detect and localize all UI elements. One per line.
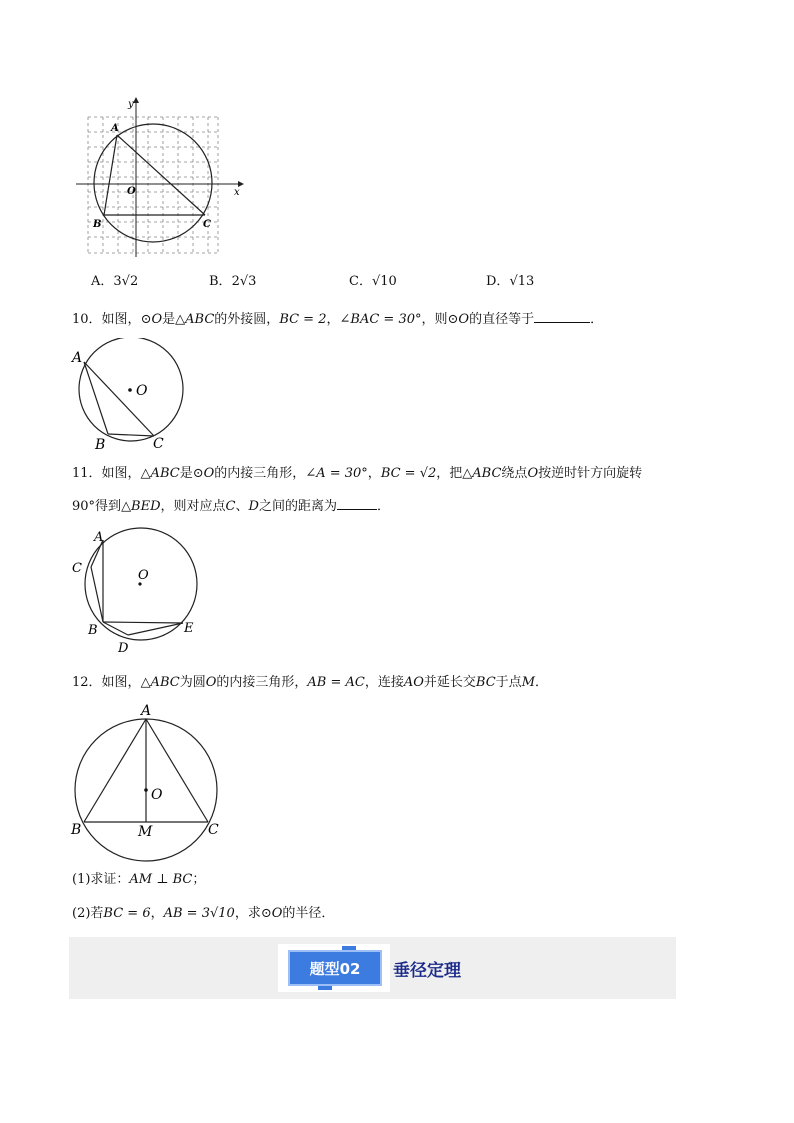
svg-text:B: B — [88, 623, 98, 638]
svg-text:E: E — [184, 621, 194, 636]
svg-text:C: C — [208, 822, 219, 838]
q9-figure — [72, 95, 252, 265]
q11-figure — [68, 525, 203, 660]
svg-text:A: A — [141, 703, 152, 719]
q9-option-a[interactable]: A．3√2 — [91, 274, 139, 289]
q12-part1: (1)求证：AM ⊥ BC； — [72, 872, 206, 887]
q11-text-line2: 90°得到△BED，则对应点C、D之间的距离为 ． — [72, 499, 390, 514]
q12-text: 12．如图，△ABC为圆O的内接三角形，AB = AC，连接AO并延长交BC于点M． — [72, 675, 549, 690]
section-badge: 题型02 — [288, 950, 382, 986]
q12-figure — [68, 700, 228, 865]
label-o: O — [127, 186, 136, 197]
svg-text:O: O — [136, 383, 148, 399]
svg-text:B: B — [95, 437, 106, 450]
svg-text:B: B — [71, 822, 82, 838]
y-axis-arrow — [133, 97, 139, 103]
label-x: x — [234, 187, 240, 198]
q10-answer-blank[interactable] — [534, 310, 590, 323]
svg-text:C: C — [153, 436, 164, 450]
q11-answer-blank[interactable] — [337, 497, 377, 510]
q9-option-b[interactable]: B．2√3 — [209, 274, 257, 289]
label-y: y — [128, 99, 134, 110]
q9-option-c-value: √10 — [371, 274, 397, 289]
circle — [94, 124, 212, 242]
section-title: 垂径定理 — [393, 961, 461, 981]
svg-text:A: A — [94, 530, 104, 545]
svg-text:O: O — [151, 787, 163, 803]
q12-part2: (2)若BC = 6，AB = 3√10，求⊙O的半径． — [72, 906, 335, 921]
q9-option-c[interactable]: C．√10 — [349, 274, 397, 289]
q10-figure — [68, 338, 193, 450]
label-b: B — [93, 219, 102, 230]
svg-text:M: M — [138, 824, 153, 840]
q9-option-b-value: 2√3 — [231, 274, 257, 289]
label-a: A — [111, 123, 119, 134]
q10-text: 10．如图，⊙O是△ABC的外接圆，BC = 2，∠BAC = 30°，则⊙O的直径等于 ． — [72, 312, 604, 327]
svg-text:A: A — [72, 350, 83, 366]
label-c: C — [203, 219, 211, 230]
svg-text:O: O — [138, 568, 149, 583]
q9-option-a-value: 3√2 — [113, 274, 139, 289]
q11-text-line1: 11．如图，△ABC是⊙O的内接三角形，∠A = 30°，BC = √2，把△ABC绕点O按逆时针方向旋转 — [72, 466, 643, 481]
q9-option-d[interactable]: D．√13 — [486, 274, 535, 289]
grid — [88, 117, 218, 253]
svg-text:C: C — [72, 561, 82, 576]
q9-option-d-value: √13 — [509, 274, 535, 289]
svg-text:D: D — [118, 641, 129, 656]
